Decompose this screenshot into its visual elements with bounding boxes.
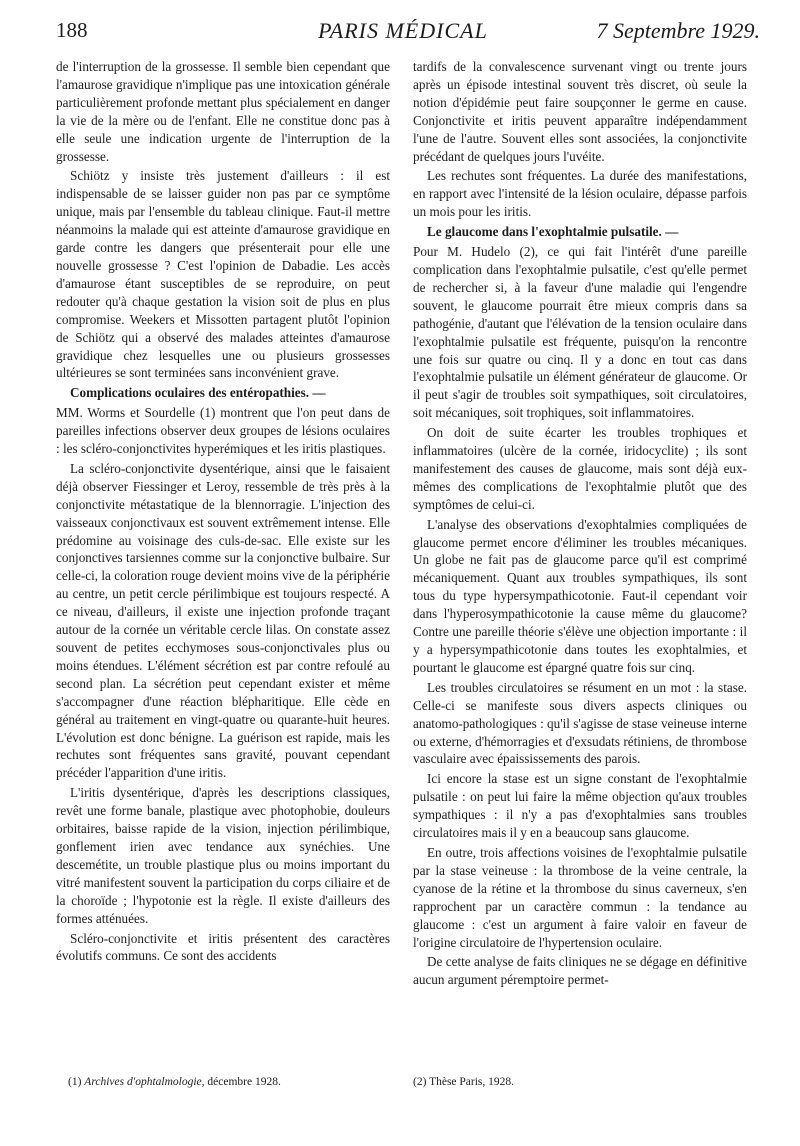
paragraph: La scléro-conjonctivite dysentérique, ainsi que le faisaient déjà observer Fiessinger et Leroy, ressemble de très près à la conjonctivite métastatique de la blennorragie. L'injection des vaisseaux conjonctivaux est souvent extrêmement intense. Elle prédomine au voisinage des culs-de-sac. Elle existe sur les conjonctives tarsiennes comme sur la conjonctive bulbaire. Sur celle-ci, la coloration rouge devient moins vive de la périphérie au centre, un petit cercle périlimbique est toujours respecté. A ce niveau, d'ailleurs, il existe une injection profonde traçant autour de la cornée un véritable cercle lilas. On constate assez souvent de petites ecchymoses sous-conjonctivales plus ou moins étendues. L'élément sécrétion est par contre refoulé au second plan. La sécrétion peut cependant exister et même s'accompagner d'une réaction blépharitique. Elle cède en général au traitement en vingt-quatre ou quarante-huit heures. L'évolution est donc bénigne. La guérison est rapide, mais les rechutes sont fréquentes sans gravité, pouvant cependant précéder l'apparition d'une iritis.	[56, 460, 390, 781]
paragraph: Les troubles circulatoires se résument en un mot : la stase. Celle-ci se manifeste sous divers aspects cliniques ou anatomo-pathologiques : qu'il s'agisse de stase veineuse interne ou externe, d'hémorragies et d'exsudats rétiniens, de thrombose vasculaire avec épaississements des parois.	[413, 679, 747, 767]
footnote-date: décembre 1928.	[207, 1076, 281, 1088]
paragraph: tardifs de la convalescence survenant vingt ou trente jours après un épisode intestinal souvent très discret, où seule la notion d'épidémie peut faire soupçonner le germe en cause. Conjonctivite et iritis peuvent apparaître indépendamment l'une de l'autre. Souvent elles sont associées, la conjonctivite précédant de quelques jours l'uvéite.	[413, 59, 747, 164]
issue-date: 7 Septembre 1929.	[596, 18, 760, 43]
left-column	[56, 58, 390, 1058]
paragraph: Schiötz y insiste très justement d'ailleurs : il est indispensable de se laisser guider non pas par ce symptôme unique, mais par l'ensemble du tableau clinique. Faut-il mettre néanmoins la malade qui est atteinte d'amaurose gravidique en garde contre les dangers que présenterait pour elle une nouvelle grossesse ? C'est l'opinion de Dabadie. Les accès d'amaurose étant susceptibles de se reproduire, on peut redouter qu'à chaque gestation la vision soit de plus en plus compromise. Weekers et Missotten partagent plutôt l'opinion de Schiötz qui a observé des malades atteintes d'amaurose gravidique chez lesquelles une ou plusieurs grossesses ultérieures se sont terminées sans inconvénient grave.	[56, 168, 390, 381]
paragraph: L'iritis dysentérique, d'après les descriptions classiques, revêt une forme banale, plastique avec photophobie, douleurs orbitaires, baisse rapide de la vision, injection périlimbique, gonflement irien avec tendance aux synéchies. Une descemétite, un trouble plastique plus ou moins important du vitré manifestent souvent la participation du corps ciliaire et de la choroïde ; l'hypotonie est la règle. Il existe d'ailleurs des formes atténuées.	[56, 785, 390, 926]
footnote-right	[413, 1076, 733, 1088]
paragraph: Scléro-conjonctivite et iritis présentent des caractères évolutifs communs. Ce sont des accidents	[56, 930, 390, 964]
paragraph: On doit de suite écarter les troubles trophiques et inflammatoires (ulcère de la cornée, iridocyclite) ; ils sont manifestement des causes de glaucome, mais sont déjà eux-mêmes des complications de l'exophtalmie plutôt que des symptômes de celui-ci.	[413, 425, 747, 512]
footnote-text: (2) Thèse Paris, 1928.	[413, 1076, 515, 1088]
paragraph: Ici encore la stase est un signe constant de l'exophtalmie pulsatile : on peut lui faire la même objection qu'aux troubles sympathiques : il n'y a pas d'exophtalmies sans troubles circulatoires mais il y en a beaucoup sans glaucome.	[413, 771, 747, 841]
page-number: 188	[56, 18, 88, 42]
paragraph: Les rechutes sont fréquentes. La durée des manifestations, en rapport avec l'intensité de la lésion oculaire, dépasse parfois un mois pour les iritis.	[413, 168, 747, 220]
section-heading: Complications oculaires des entéropathies. —	[70, 385, 326, 401]
paragraph: de l'interruption de la grossesse. Il semble bien cependant que l'amaurose gravidique n'implique pas une intoxication générale particulièrement profonde mettant plus spécialement en danger la vie de la mère ou de l'enfant. Elle ne constitue donc pas à elle seule une indication urgente de l'interruption de la grossesse.	[56, 59, 390, 164]
paragraph: L'analyse des observations d'exophtalmies compliquées de glaucome permet encore d'éliminer les troubles mécaniques. Un globe ne fait pas de glaucome parce qu'il est comprimé mécaniquement. Quant aux troubles sympathiques, ils sont tous du type hypersympathicotonie. Faut-il cependant voir dans l'hyperosympathicotonie la cause même du glaucome? Contre une pareille théorie s'élève une objection importante : il y a hypersympathicotonie dans toutes les exophtalmies, et pourtant le glaucome est épargné quatre fois sur cinq.	[413, 516, 747, 675]
footnote-title: Archives d'ophtalmologie,	[84, 1076, 205, 1088]
paragraph: De cette analyse de faits cliniques ne se dégage en définitive aucun argument péremptoire permet-	[413, 954, 747, 988]
journal-title: PARIS MÉDICAL	[318, 18, 488, 43]
paragraph: En outre, trois affections voisines de l'exophtalmie pulsatile par la stase veineuse : la thrombose de la veine centrale, la cyanose de la rétine et la thrombose du sinus caverneux, s'en rapprochent par un caractère commun : la tendance au glaucome : c'est un argument à faire valoir en faveur de l'origine circulatoire de l'hypertension oculaire.	[413, 844, 747, 950]
paragraph: MM. Worms et Sourdelle (1) montrent que l'on peut dans de pareilles infections observer deux groupes de lésions oculaires : les scléro-conjonctivites hyperémiques et les iritis plastiques.	[56, 405, 390, 457]
paragraph: Pour M. Hudelo (2), ce qui fait l'intérêt d'une pareille complication dans l'exophtalmie pulsatile, c'est qu'elle permet de rechercher si, à la faveur d'une maladie qui l'engendre souvent, le glaucome pourrait être mieux compris dans sa pathogénie, d'autant que l'élévation de la tension oculaire dans l'exophtalmie pulsatile est fréquente, puisqu'on la rencontre une fois sur quatre ou cinq. Il y a donc en tout cas dans l'exophtalmie pulsatile un élément générateur de glaucome. Or il peut s'agir de troubles soit sympathiques, soit circulatoires, soit mécaniques, soit trophiques, soit inflammatoires.	[413, 244, 747, 421]
right-column	[413, 58, 747, 1058]
footnote-number: (1)	[68, 1076, 82, 1088]
footnote-left	[68, 1076, 388, 1088]
page-header	[42, 14, 764, 44]
section-heading: Le glaucome dans l'exophtalmie pulsatile. —	[427, 224, 679, 240]
